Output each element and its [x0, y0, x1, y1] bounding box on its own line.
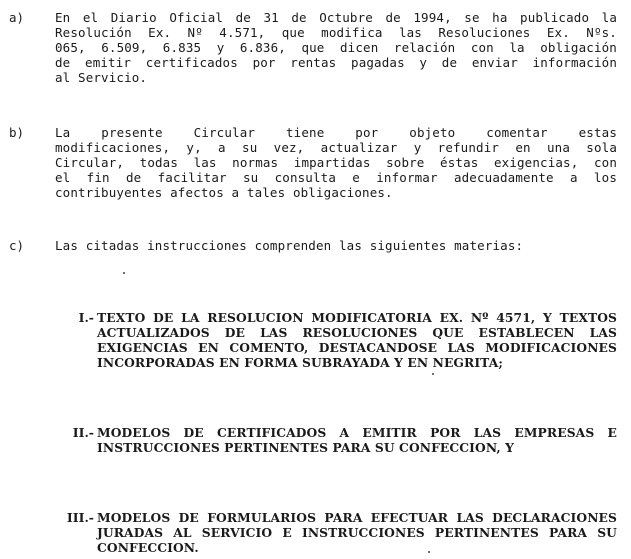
text-line: modificaciones, y, a su vez, actualizar y refundir en una sola: [55, 140, 617, 155]
text-line: contribuyentes afectos a tales obligaciones.: [55, 185, 393, 200]
text-line: ACTUALIZADOS DE LAS RESOLUCIONES QUE ESTABLECEN LAS: [97, 325, 617, 340]
text-line: al Servicio.: [55, 70, 148, 85]
text-line: el fin de facilitar su consulta e informar adecuadamente a los: [55, 170, 617, 185]
scan-speck: [123, 272, 125, 274]
paragraph-text: [55, 238, 617, 253]
text-line: Las citadas instrucciones comprenden las siguientes materias:: [55, 238, 524, 253]
item-number: III.-: [66, 510, 94, 525]
paragraph-letter: b): [9, 125, 25, 140]
paragraph-letter: c): [9, 238, 25, 253]
text-line: Circular, todas las normas impartidas sobre éstas exigencias, con: [55, 155, 617, 170]
text-line: EXIGENCIAS EN COMENTO, DESTACANDOSE LAS MODIFICACIONES: [97, 340, 617, 355]
text-line: La presente Circular tiene por objeto comentar estas: [55, 125, 617, 140]
text-line: MODELOS DE CERTIFICADOS A EMITIR POR LAS EMPRESAS E: [97, 425, 617, 440]
text-line: JURADAS AL SERVICIO E INSTRUCCIONES PERTINENTES PARA SU: [97, 525, 617, 540]
text-line: INCORPORADAS EN FORMA SUBRAYADA Y EN NEGRITA;: [97, 355, 504, 370]
paragraph-letter: a): [9, 10, 25, 25]
text-line: En el Diario Oficial de 31 de Octubre de 1994, se ha publicado la: [55, 10, 617, 25]
text-line: TEXTO DE LA RESOLUCION MODIFICATORIA EX. Nº 4571, Y TEXTOS: [97, 310, 617, 325]
text-line: de emitir certificados por rentas pagadas y de enviar información: [55, 55, 617, 70]
text-line: INSTRUCCIONES PERTINENTES PARA SU CONFECCION, Y: [97, 440, 515, 455]
item-text: [97, 310, 617, 370]
text-line: 065, 6.509, 6.835 y 6.836, que dicen relación con la obligación: [55, 40, 617, 55]
text-line: MODELOS DE FORMULARIOS PARA EFECTUAR LAS DECLARACIONES: [97, 510, 617, 525]
item-number: I.-: [78, 310, 94, 325]
paragraph-text: [55, 125, 617, 200]
text-line: Resolución Ex. Nº 4.571, que modifica las Resoluciones Ex. Nºs.: [55, 25, 617, 40]
scan-speck: [428, 551, 430, 553]
item-number: II.-: [72, 425, 94, 440]
paragraph-text: [55, 10, 617, 85]
text-line: CONFECCION.: [97, 540, 199, 555]
item-text: [97, 425, 617, 455]
scan-speck: [432, 373, 434, 375]
item-text: [97, 510, 617, 555]
